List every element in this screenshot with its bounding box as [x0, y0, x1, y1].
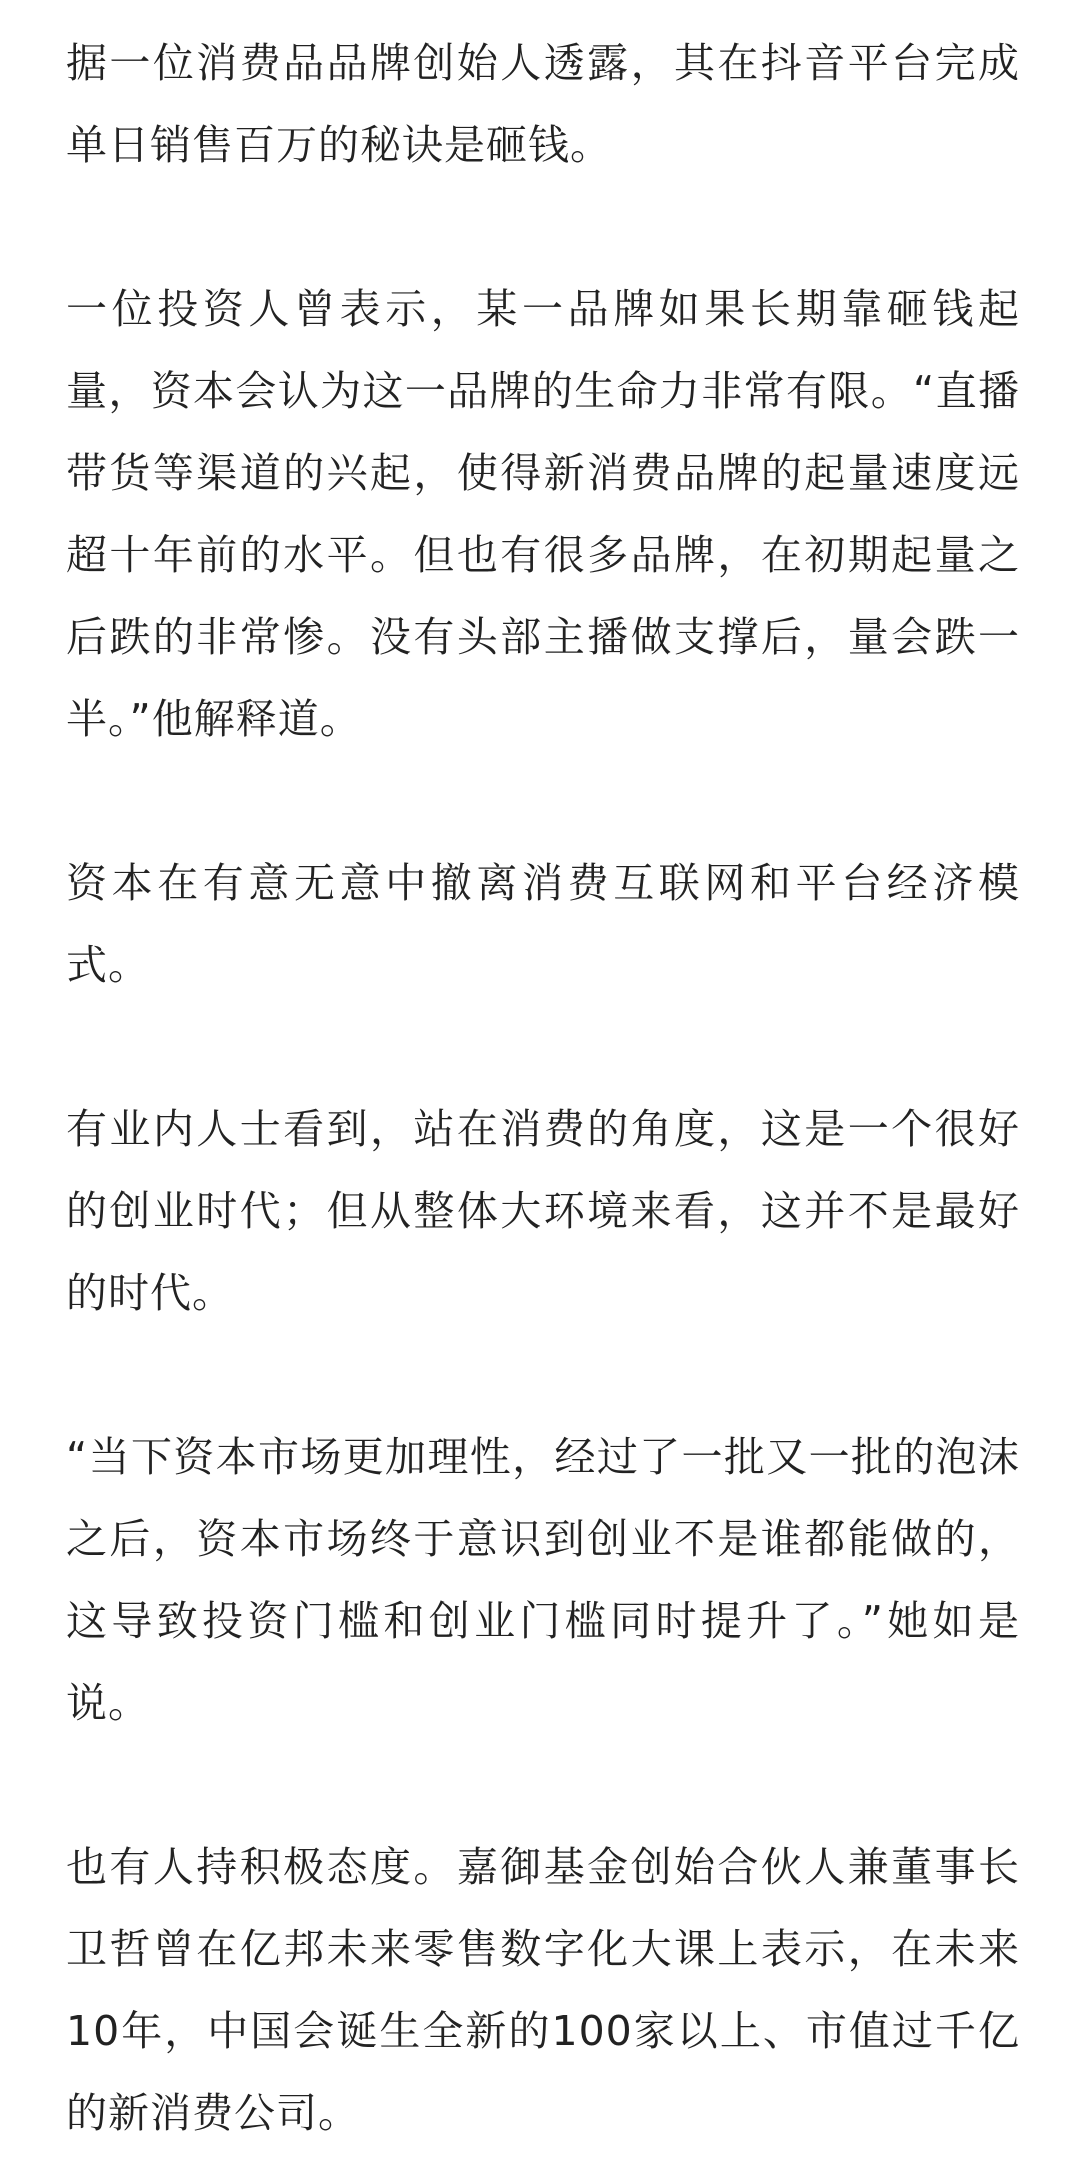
paragraph: 资本在有意无意中撤离消费互联网和平台经济模式。	[66, 859, 1020, 989]
paragraph: 也有人持积极态度。嘉御基金创始合伙人兼董事长卫哲曾在亿邦未来零售数字化大课上表示，在未来10年，中国会诞生全新的100家以上、市值过千亿的新消费公司。	[66, 1843, 1020, 2137]
paragraph: “当下资本市场更加理性，经过了一批又一批的泡沫之后，资本市场终于意识到创业不是谁都能做的，这导致投资门槛和创业门槛同时提升了。”她如是说。	[66, 1433, 1020, 1727]
article-body	[0, 22, 1080, 2154]
paragraph: 有业内人士看到，站在消费的角度，这是一个很好的创业时代；但从整体大环境来看，这并不是最好的时代。	[66, 1105, 1020, 1317]
paragraph: 据一位消费品品牌创始人透露，其在抖音平台完成单日销售百万的秘诀是砸钱。	[66, 39, 1020, 169]
paragraph: 一位投资人曾表示，某一品牌如果长期靠砸钱起量，资本会认为这一品牌的生命力非常有限。“直播带货等渠道的兴起，使得新消费品牌的起量速度远超十年前的水平。但也有很多品牌，在初期起量之后跌的非常惨。没有头部主播做支撑后，量会跌一半。”他解释道。	[66, 285, 1020, 743]
